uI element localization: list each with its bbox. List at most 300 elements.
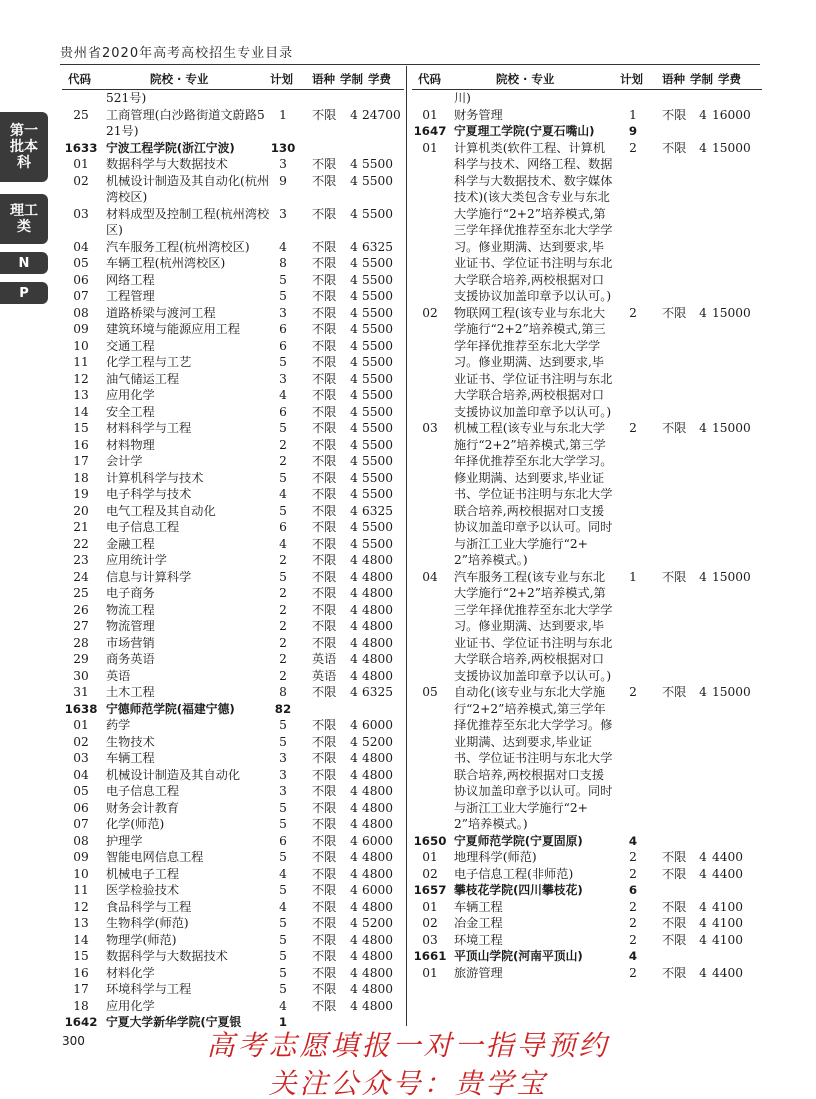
header-fee: 学费 [368, 72, 391, 86]
row-name: 安全工程 [106, 404, 155, 419]
row-lang: 不限 [312, 107, 337, 122]
row-name: 环境工程 [454, 932, 503, 947]
row-fee: 4800 [362, 850, 394, 864]
row-lang: 不限 [312, 470, 337, 485]
row-code: 09 [73, 322, 89, 336]
row-plan: 3 [279, 305, 287, 320]
row-years: 4 [350, 817, 358, 831]
row-name: 电气工程及其自动化 [106, 503, 216, 518]
watermark-line-2: 关注公众号：贵学宝 [268, 1067, 548, 1099]
row-fee: 6000 [362, 833, 394, 848]
catalog-title: 贵州省2020年高考高校招生专业目录 [60, 46, 294, 61]
row-plan: 2 [279, 454, 287, 468]
row-years: 4 [350, 569, 358, 584]
row-lang: 不限 [662, 107, 687, 122]
row-name: 宁夏师范学院(宁夏固原) [454, 833, 583, 848]
row-name: 电子信息工程 [106, 784, 180, 798]
row-name: 生物科学(师范) [106, 916, 189, 930]
row-name: 计算机类(软件工程、计算机科学与技术、网络工程、数据科学与大数据技术、数字媒体技术)(该大类包含专业与东北大学施行“2+2”培养模式,第三学年择优推荐至东北大学学习。修业期满、达到要求,毕业证书、学位证书注明与东北大学联合培养,两校根据对口支援协议加盖印章予以认可。) [454, 140, 613, 303]
row-years: 4 [350, 982, 358, 996]
row-plan: 3 [279, 157, 287, 171]
right-column [412, 66, 762, 981]
row-plan: 4 [279, 536, 287, 551]
row-plan: 4 [279, 998, 287, 1013]
major-row [62, 915, 404, 932]
major-row [62, 684, 404, 701]
row-lang: 不限 [312, 338, 337, 353]
row-code: 1657 [413, 883, 447, 897]
row-lang: 不限 [312, 586, 337, 600]
major-row [62, 486, 404, 503]
row-plan: 5 [279, 470, 287, 485]
row-code: 03 [422, 421, 438, 435]
row-lang: 不限 [312, 784, 337, 798]
row-plan: 2 [629, 140, 637, 155]
row-name: 生物技术 [106, 734, 155, 749]
row-name: 材料物理 [106, 437, 155, 452]
major-row [62, 569, 404, 586]
row-code: 25 [73, 107, 89, 122]
row-name: 车辆工程(杭州湾校区) [106, 256, 226, 270]
row-lang: 不限 [312, 454, 337, 468]
row-fee: 15000 [712, 140, 751, 155]
row-code: 01 [422, 899, 438, 914]
row-years: 4 [350, 536, 358, 551]
row-code: 15 [73, 421, 89, 435]
row-lang: 不限 [312, 404, 337, 419]
row-lang: 不限 [312, 157, 337, 171]
major-row [412, 899, 762, 916]
row-plan: 5 [279, 355, 287, 369]
row-lang: 不限 [662, 866, 687, 881]
row-plan: 5 [279, 569, 287, 584]
row-plan: 2 [279, 586, 287, 600]
row-plan: 9 [279, 173, 287, 188]
major-row [412, 932, 762, 949]
row-lang: 不限 [312, 767, 337, 782]
major-row [62, 585, 404, 602]
row-plan: 2 [279, 635, 287, 650]
major-row [62, 866, 404, 883]
row-code: 16 [73, 965, 89, 980]
row-fee: 5500 [362, 487, 394, 501]
row-lang: 不限 [312, 239, 337, 254]
row-years: 4 [350, 833, 358, 848]
row-lang: 不限 [312, 173, 337, 188]
row-name: 宁夏大学新华学院(宁夏银 [106, 1015, 242, 1029]
row-lang: 不限 [312, 289, 337, 303]
major-row [62, 173, 404, 206]
row-code: 1633 [64, 140, 98, 155]
row-plan: 2 [629, 899, 637, 914]
row-plan: 8 [279, 685, 287, 699]
school-row [412, 948, 762, 965]
row-fee: 4100 [712, 916, 744, 930]
row-plan: 2 [629, 916, 637, 930]
major-row [62, 437, 404, 454]
row-lang: 不限 [312, 536, 337, 551]
row-years: 4 [350, 305, 358, 320]
row-name: 网络工程 [106, 272, 155, 287]
row-fee: 4100 [712, 899, 744, 914]
row-name: 物理学(师范) [106, 932, 177, 947]
row-plan: 2 [629, 932, 637, 947]
row-years: 4 [350, 619, 358, 633]
row-name: 药学 [106, 718, 131, 732]
row-fee: 4800 [362, 949, 394, 963]
school-row [62, 701, 404, 718]
row-lang: 英语 [312, 652, 337, 666]
major-row [412, 90, 762, 107]
row-name: 车辆工程 [454, 899, 503, 914]
row-code: 19 [73, 487, 89, 501]
row-code: 14 [73, 404, 89, 419]
row-fee: 5500 [362, 157, 394, 171]
row-plan: 8 [279, 256, 287, 270]
row-lang: 不限 [662, 685, 687, 699]
row-plan: 4 [628, 833, 638, 848]
major-row [412, 107, 762, 124]
row-years: 4 [350, 751, 358, 765]
row-name: 电子商务 [106, 586, 155, 600]
page-number: 300 [62, 1034, 85, 1048]
header-lang: 语种 [312, 72, 335, 86]
row-plan: 5 [279, 503, 287, 518]
row-years: 4 [350, 866, 358, 881]
row-code: 27 [73, 619, 89, 633]
header-plan: 计划 [270, 72, 293, 86]
row-plan: 5 [279, 883, 287, 897]
row-code: 02 [422, 916, 438, 930]
major-row [412, 684, 762, 833]
row-fee: 4800 [362, 635, 394, 650]
major-row [412, 849, 762, 866]
major-row [62, 321, 404, 338]
header-fee: 学费 [718, 72, 741, 86]
row-fee: 5500 [362, 437, 394, 452]
row-code: 25 [73, 586, 89, 600]
row-fee: 4800 [362, 866, 394, 881]
row-fee: 4800 [362, 602, 394, 617]
row-fee: 4800 [362, 982, 394, 996]
row-code: 01 [422, 140, 438, 155]
row-code: 04 [73, 767, 89, 782]
row-name: 电子信息工程 [106, 520, 180, 534]
row-name: 攀枝花学院(四川攀枝花) [454, 883, 583, 897]
major-row [62, 767, 404, 784]
major-row [62, 503, 404, 520]
row-name: 物流管理 [106, 619, 155, 633]
row-years: 4 [350, 520, 358, 534]
table-header [62, 66, 404, 90]
major-row [62, 404, 404, 421]
row-code: 13 [73, 388, 89, 402]
row-plan: 4 [279, 899, 287, 914]
row-name: 材料成型及控制工程(杭州湾校区) [106, 206, 270, 237]
row-years: 4 [350, 371, 358, 386]
row-plan: 3 [279, 784, 287, 798]
row-lang: 不限 [312, 553, 337, 567]
row-fee: 4800 [362, 899, 394, 914]
row-code: 10 [73, 338, 89, 353]
row-plan: 4 [628, 949, 638, 963]
row-lang: 不限 [312, 503, 337, 518]
major-row [412, 569, 762, 685]
left-column [62, 66, 404, 1031]
major-row [62, 519, 404, 536]
major-row [62, 651, 404, 668]
row-name: 机械设计制造及其自动化(杭州湾校区) [106, 173, 270, 204]
row-years: 4 [350, 734, 358, 749]
major-row [62, 453, 404, 470]
row-lang: 不限 [662, 421, 687, 435]
row-plan: 2 [629, 850, 637, 864]
row-lang: 不限 [662, 916, 687, 930]
row-name: 物联网工程(该专业与东北大学施行“2+2”培养模式,第三学年择优推荐至东北大学学习。修业期满、达到要求,毕业证书、学位证书注明与东北大学联合培养,两校根据对口支援协议加盖印章予以认可。) [454, 305, 613, 419]
row-name: 医学检验技术 [106, 883, 180, 897]
row-years: 4 [699, 421, 707, 435]
row-name: 数据科学与大数据技术 [106, 949, 228, 963]
row-name: 建筑环境与能源应用工程 [106, 322, 241, 336]
row-lang: 不限 [312, 965, 337, 980]
major-row [62, 156, 404, 173]
row-name: 食品科学与工程 [106, 899, 192, 914]
row-name: 汽车服务工程(该专业与东北大学施行“2+2”培养模式,第三学年择优推荐至东北大学学习。修业期满、达到要求,毕业证书、学位证书注明与东北大学联合培养,两校根据对口支援协议加盖印章予以认可。) [454, 569, 613, 683]
row-fee: 5500 [362, 206, 394, 221]
row-lang: 不限 [312, 817, 337, 831]
row-fee: 4800 [362, 569, 394, 584]
row-code: 18 [73, 998, 89, 1013]
major-row [62, 635, 404, 652]
row-lang: 不限 [662, 305, 687, 320]
row-code: 05 [422, 685, 438, 699]
row-lang: 不限 [312, 800, 337, 815]
row-code: 02 [73, 734, 89, 749]
row-code: 05 [73, 784, 89, 798]
row-plan: 2 [629, 305, 637, 320]
row-fee: 6325 [362, 685, 394, 699]
major-row [62, 948, 404, 965]
row-fee: 5500 [362, 520, 394, 534]
row-lang: 不限 [312, 569, 337, 584]
row-code: 02 [422, 305, 438, 320]
row-years: 4 [699, 899, 707, 914]
major-row [62, 206, 404, 239]
row-name: 土木工程 [106, 685, 155, 699]
major-row [62, 420, 404, 437]
row-name: 地理科学(师范) [454, 850, 537, 864]
row-code: 08 [73, 305, 89, 320]
row-lang: 不限 [312, 487, 337, 501]
row-code: 12 [73, 899, 89, 914]
row-name: 工商管理(白沙路街道文蔚路521号) [106, 107, 265, 138]
column-divider [406, 66, 407, 1026]
row-lang: 不限 [662, 569, 687, 584]
row-lang: 不限 [312, 635, 337, 650]
major-row [62, 288, 404, 305]
major-row [412, 140, 762, 305]
row-years: 4 [699, 850, 707, 864]
row-lang: 不限 [662, 932, 687, 947]
row-years: 4 [350, 173, 358, 188]
row-lang: 不限 [312, 718, 337, 732]
row-code: 07 [73, 817, 89, 831]
major-row [62, 816, 404, 833]
major-row [62, 387, 404, 404]
row-code: 12 [73, 371, 89, 386]
row-name: 商务英语 [106, 652, 155, 666]
header-code: 代码 [418, 72, 441, 86]
row-code: 30 [73, 668, 89, 683]
row-name: 财务会计教育 [106, 800, 180, 815]
row-lang: 不限 [662, 965, 687, 980]
major-row [62, 470, 404, 487]
row-years: 4 [350, 932, 358, 947]
row-code: 01 [422, 107, 438, 122]
row-fee: 5500 [362, 256, 394, 270]
side-tab-batch: 第一批本科 [0, 112, 48, 182]
row-years: 4 [350, 437, 358, 452]
row-years: 4 [350, 404, 358, 419]
row-name: 材料科学与工程 [106, 421, 192, 435]
row-name: 宁德师范学院(福建宁德) [106, 701, 235, 716]
row-years: 4 [350, 767, 358, 782]
row-years: 4 [350, 635, 358, 650]
major-row [62, 965, 404, 982]
row-fee: 6325 [362, 503, 394, 518]
row-fee: 4800 [362, 586, 394, 600]
row-code: 06 [73, 800, 89, 815]
row-years: 4 [350, 503, 358, 518]
row-plan: 6 [628, 883, 638, 897]
row-plan: 6 [279, 520, 287, 534]
row-lang: 不限 [312, 421, 337, 435]
major-row [62, 833, 404, 850]
row-plan: 130 [270, 140, 296, 155]
row-lang: 不限 [312, 272, 337, 287]
major-row [62, 668, 404, 685]
major-row [412, 305, 762, 421]
row-plan: 1 [629, 107, 637, 122]
row-lang: 不限 [312, 916, 337, 930]
row-code: 1661 [413, 949, 447, 963]
row-years: 4 [350, 289, 358, 303]
row-fee: 6000 [362, 718, 394, 732]
row-years: 4 [350, 322, 358, 336]
row-code: 02 [422, 866, 438, 881]
row-code: 1638 [64, 701, 98, 716]
row-lang: 不限 [312, 619, 337, 633]
row-fee: 15000 [712, 305, 751, 320]
major-row [62, 239, 404, 256]
row-lang: 不限 [662, 899, 687, 914]
major-row [412, 965, 762, 982]
row-name: 智能电网信息工程 [106, 850, 204, 864]
left-table-body [62, 90, 404, 1031]
row-code: 21 [73, 520, 89, 534]
major-row [62, 783, 404, 800]
row-fee: 5500 [362, 305, 394, 320]
row-plan: 2 [279, 652, 287, 666]
row-lang: 不限 [312, 371, 337, 386]
row-fee: 5200 [362, 734, 394, 749]
row-years: 4 [350, 800, 358, 815]
row-fee: 15000 [712, 685, 751, 699]
row-plan: 2 [279, 668, 287, 683]
row-years: 4 [350, 998, 358, 1013]
watermark-line-1: 高考志愿填报一对一指导预约 [206, 1029, 610, 1062]
row-lang: 不限 [312, 833, 337, 848]
row-years: 4 [350, 784, 358, 798]
row-years: 4 [350, 602, 358, 617]
row-plan: 3 [279, 206, 287, 221]
row-fee: 5500 [362, 338, 394, 353]
row-name: 应用统计学 [106, 553, 167, 567]
row-name: 应用化学 [106, 388, 155, 402]
row-fee: 6000 [362, 883, 394, 897]
row-fee: 24700 [362, 107, 401, 122]
row-lang: 不限 [662, 850, 687, 864]
row-code: 01 [422, 850, 438, 864]
row-name: 财务管理 [454, 107, 503, 122]
row-name: 物流工程 [106, 602, 155, 617]
row-fee: 5500 [362, 322, 394, 336]
row-code: 26 [73, 602, 89, 617]
row-name: 环境科学与工程 [106, 982, 192, 996]
row-years: 4 [350, 899, 358, 914]
header-divider [60, 64, 760, 65]
row-years: 4 [350, 454, 358, 468]
row-fee: 4400 [712, 965, 744, 980]
major-row [62, 899, 404, 916]
row-fee: 5500 [362, 173, 394, 188]
side-tab-category: 理工类 [0, 194, 48, 244]
row-name: 机械设计制造及其自动化 [106, 767, 241, 782]
row-fee: 4400 [712, 850, 744, 864]
row-years: 4 [350, 338, 358, 353]
row-years: 4 [699, 916, 707, 930]
row-fee: 15000 [712, 569, 751, 584]
row-years: 4 [350, 850, 358, 864]
row-fee: 5500 [362, 404, 394, 419]
row-lang: 不限 [312, 899, 337, 914]
row-name: 化学(师范) [106, 817, 165, 831]
row-plan: 5 [279, 982, 287, 996]
row-plan: 5 [279, 289, 287, 303]
row-name: 信息与计算科学 [106, 569, 192, 584]
row-code: 29 [73, 652, 89, 666]
row-name: 金融工程 [106, 536, 155, 551]
row-fee: 5500 [362, 272, 394, 287]
major-row [62, 734, 404, 751]
row-fee: 5500 [362, 355, 394, 369]
row-plan: 82 [274, 701, 292, 716]
row-code: 03 [73, 206, 89, 221]
row-plan: 2 [279, 619, 287, 633]
row-fee: 4800 [362, 784, 394, 798]
row-code: 04 [73, 239, 89, 254]
row-fee: 4800 [362, 998, 394, 1013]
row-code: 05 [73, 256, 89, 270]
row-years: 4 [350, 206, 358, 221]
row-code: 02 [73, 173, 89, 188]
row-name: 521号) [106, 91, 147, 105]
row-name: 工程管理 [106, 289, 155, 303]
header-years: 学制 [690, 72, 713, 86]
row-code: 11 [73, 355, 89, 369]
row-code: 28 [73, 635, 89, 650]
row-plan: 3 [279, 371, 287, 386]
